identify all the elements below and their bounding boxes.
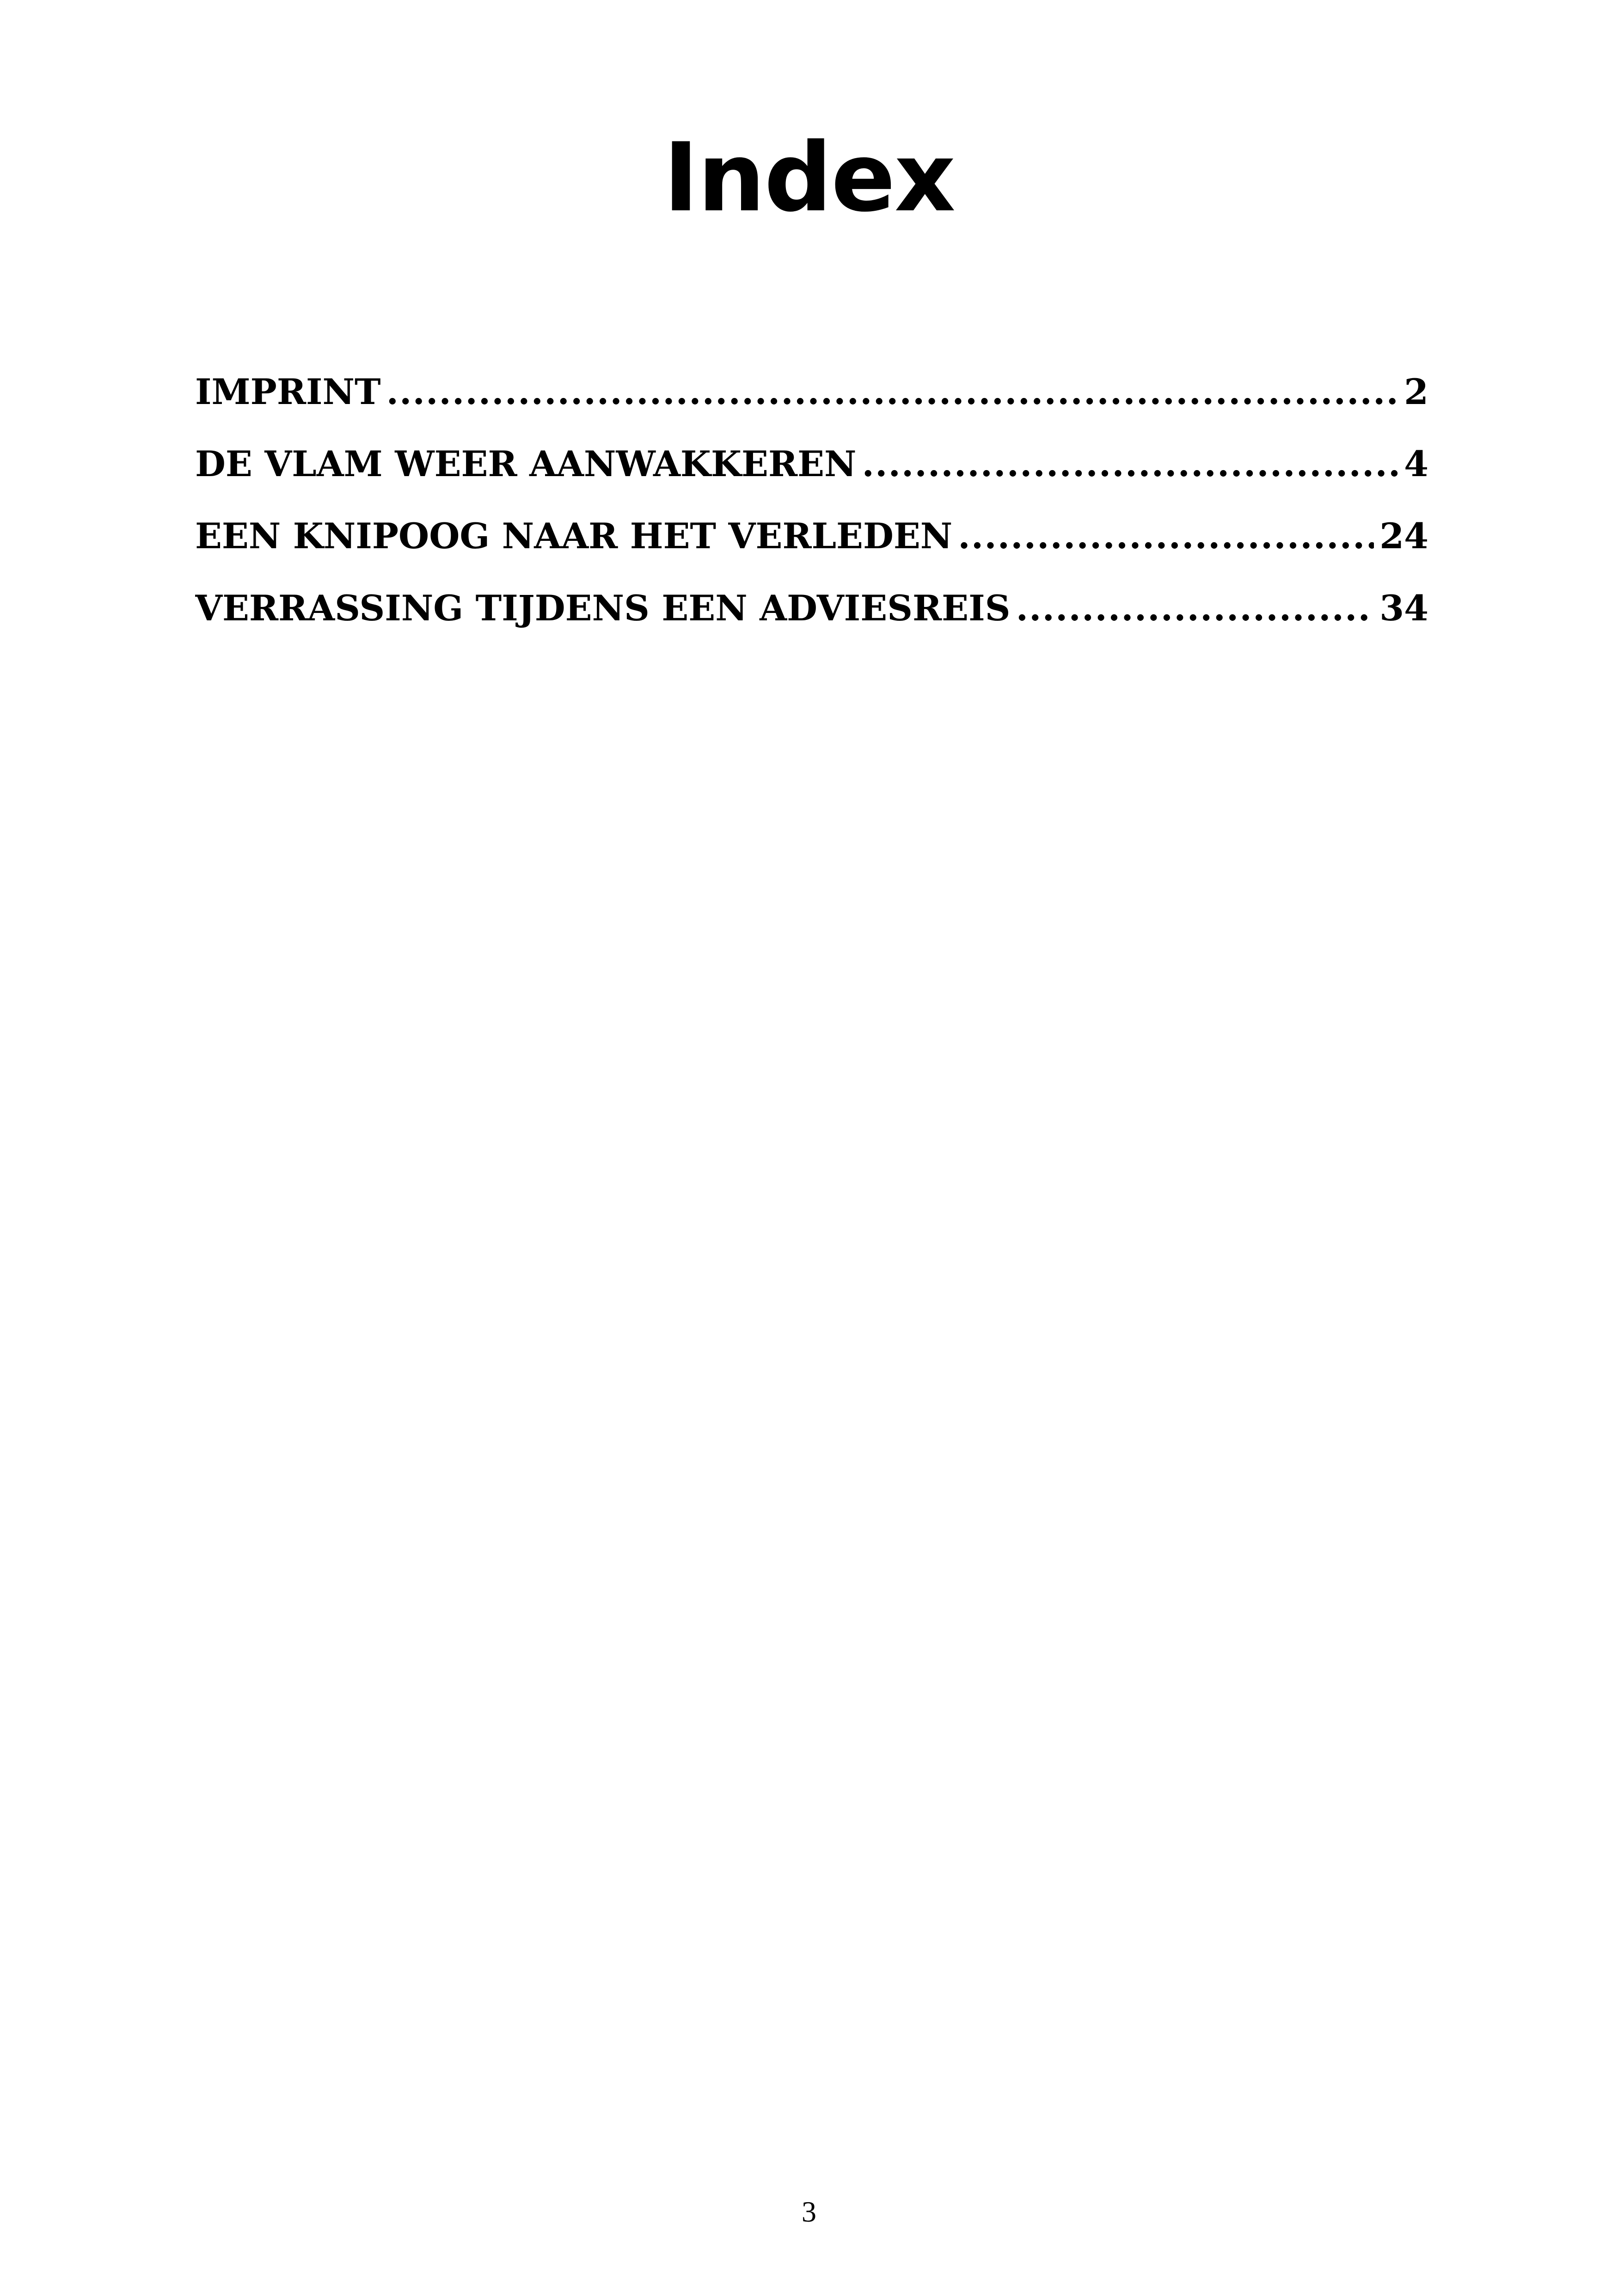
table-of-contents <box>195 367 1428 655</box>
toc-entry-label: IMPRINT <box>195 371 381 412</box>
toc-entry-page: 34 <box>1379 588 1428 629</box>
toc-entry-verrassing-tijdens-een-adviesreis[interactable] <box>195 583 1428 655</box>
toc-entry-imprint[interactable] <box>195 367 1428 439</box>
toc-entry-page: 4 <box>1404 443 1428 484</box>
toc-entry-label: DE VLAM WEER AANWAKKEREN <box>195 443 857 484</box>
toc-dot-leader <box>1016 583 1374 634</box>
toc-entry-label: EEN KNIPOOG NAAR HET VERLEDEN <box>195 515 953 557</box>
toc-entry-een-knipoog-naar-het-verleden[interactable] <box>195 511 1428 583</box>
toc-entry-page: 2 <box>1404 371 1428 412</box>
toc-dot-leader <box>862 439 1399 490</box>
page-number: 3 <box>802 2195 816 2228</box>
toc-entry-de-vlam-weer-aanwakkeren[interactable] <box>195 439 1428 511</box>
toc-dot-leader <box>386 367 1399 417</box>
toc-dot-leader <box>958 511 1374 562</box>
toc-entry-page: 24 <box>1379 515 1428 557</box>
page-title: Index <box>663 123 955 233</box>
toc-entry-label: VERRASSING TIJDENS EEN ADVIESREIS <box>195 588 1011 629</box>
